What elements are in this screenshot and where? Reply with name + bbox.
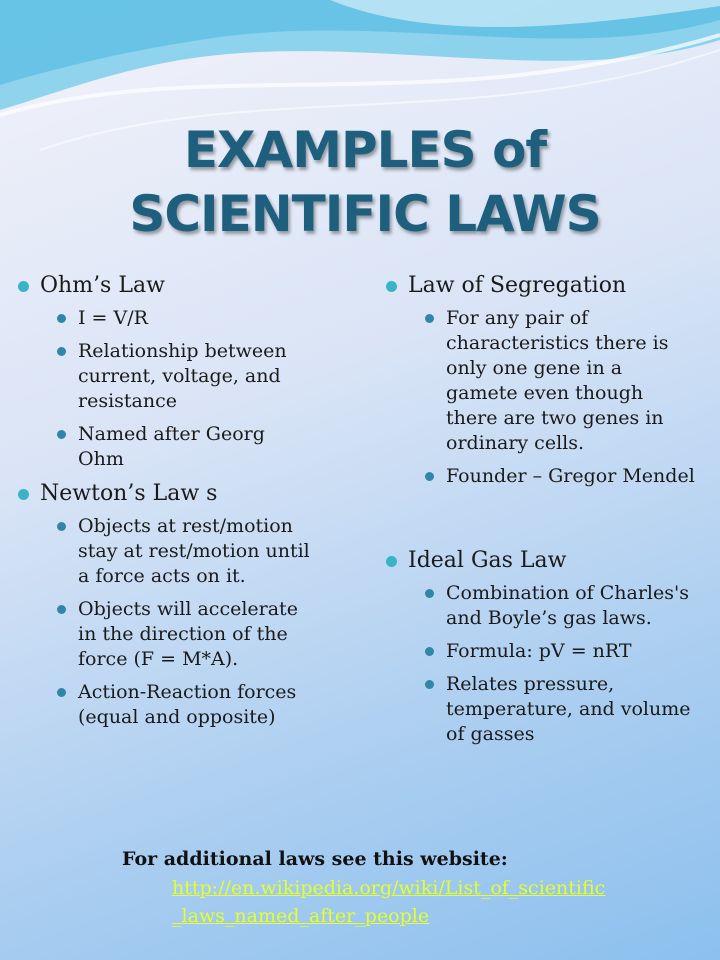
law-detail: Relationship between current, voltage, and resistance <box>40 339 310 414</box>
law-label: Law of Segregation <box>408 273 627 298</box>
law-detail: Combination of Charles's and Boyle’s gas laws. <box>408 581 696 631</box>
footer <box>122 846 682 930</box>
law-detail: Formula: pV = nRT <box>408 639 696 664</box>
law-label: Ideal Gas Law <box>408 548 567 573</box>
law-newtons <box>18 480 310 730</box>
wikipedia-link[interactable]: http://en.wikipedia.org/wiki/List_of_scientific_laws_named_after_people <box>172 877 606 927</box>
law-detail: Objects at rest/motion stay at rest/motion until a force acts on it. <box>40 514 310 589</box>
law-detail: Founder – Gregor Mendel <box>408 464 696 489</box>
law-label: Newton’s Law s <box>40 481 218 506</box>
law-detail: Action-Reaction forces (equal and opposite) <box>40 680 310 730</box>
law-detail: Relates pressure, temperature, and volume of gasses <box>408 672 696 747</box>
left-column <box>18 272 310 738</box>
slide-title: EXAMPLES of SCIENTIFIC LAWS <box>129 121 601 243</box>
law-ohms <box>18 272 310 472</box>
law-segregation <box>386 272 696 539</box>
right-column <box>386 272 696 755</box>
law-detail: Objects will accelerate in the direction of the force (F = M*A). <box>40 597 310 672</box>
footer-note: For additional laws see this website: <box>122 848 508 870</box>
law-ideal-gas <box>386 547 696 747</box>
law-label: Ohm’s Law <box>40 273 165 298</box>
law-detail: For any pair of characteristics there is only one gene in a gamete even though there are two genes in ordinary cells. <box>408 306 696 456</box>
law-detail: Named after Georg Ohm <box>40 422 310 472</box>
law-detail: I = V/R <box>40 306 310 331</box>
